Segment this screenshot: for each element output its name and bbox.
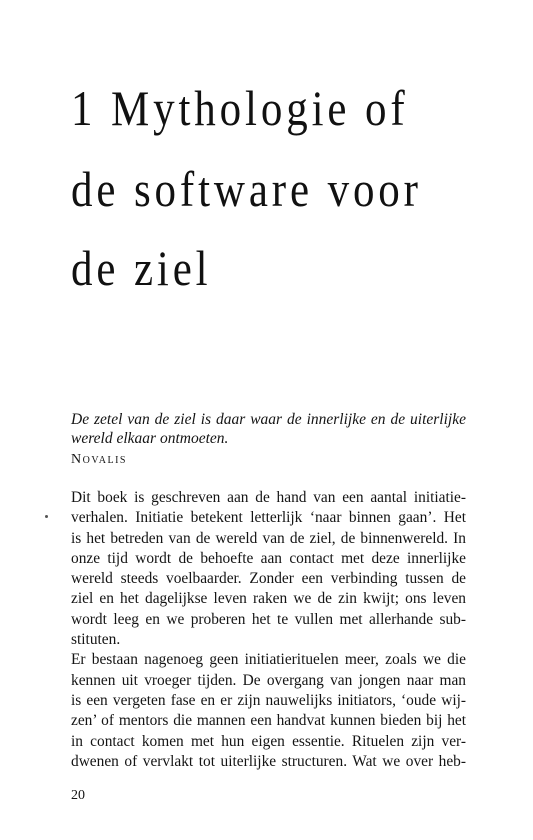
epigraph-quote-line: De zetel van de ziel is daar waar de innerlijke en de uiterlijke xyxy=(71,411,466,428)
chapter-title-line-1: 1 Mythologie of xyxy=(71,80,409,136)
epigraph-author: Novalis xyxy=(71,452,127,467)
body-line: is het betreden van de wereld van de ziel, de binnenwereld. In xyxy=(71,529,466,547)
margin-speck xyxy=(45,515,48,518)
body-line: wereld steeds voelbaarder. Zonder een verbinding tussen de xyxy=(71,570,466,588)
body-line: verhalen. Initiatie betekent letterlijk ‘naar binnen gaan’. Het xyxy=(71,509,466,527)
epigraph-quote-line: wereld elkaar ontmoeten. xyxy=(71,430,229,447)
body-line: Er bestaan nagenoeg geen initiatierituelen meer, zoals we die xyxy=(71,651,466,669)
body-line: stituten. xyxy=(71,631,121,649)
page-number: 20 xyxy=(71,788,85,803)
body-line: ziel en het dagelijkse leven raken we de zin kwijt; ons leven xyxy=(71,590,466,608)
body-line: zen’ of mentors die mannen een handvat kunnen bieden bij het xyxy=(71,712,466,730)
body-text xyxy=(71,488,466,772)
body-line: in contact komen met hun eigen essentie. Rituelen zijn ver- xyxy=(71,732,466,750)
body-line: onze tijd wordt de behoefte aan contact met deze innerlijke xyxy=(71,549,466,567)
chapter-title-line-3: de ziel xyxy=(71,240,212,296)
body-line: dwenen of vervlakt tot uiterlijke structuren. Wat we over heb- xyxy=(71,752,466,770)
body-line: is een vergeten fase en er zijn nauwelijks initiators, ‘oude wij- xyxy=(71,691,466,709)
body-line: wordt leeg en we proberen het te vullen met allerhande sub- xyxy=(71,610,466,628)
body-line: Dit boek is geschreven aan de hand van een aantal initiatie- xyxy=(71,489,466,506)
body-line: kennen uit vroeger tijden. De overgang van jongen naar man xyxy=(71,671,466,689)
epigraph-quote xyxy=(71,410,466,448)
chapter-title-line-2: de software voor xyxy=(71,161,422,217)
